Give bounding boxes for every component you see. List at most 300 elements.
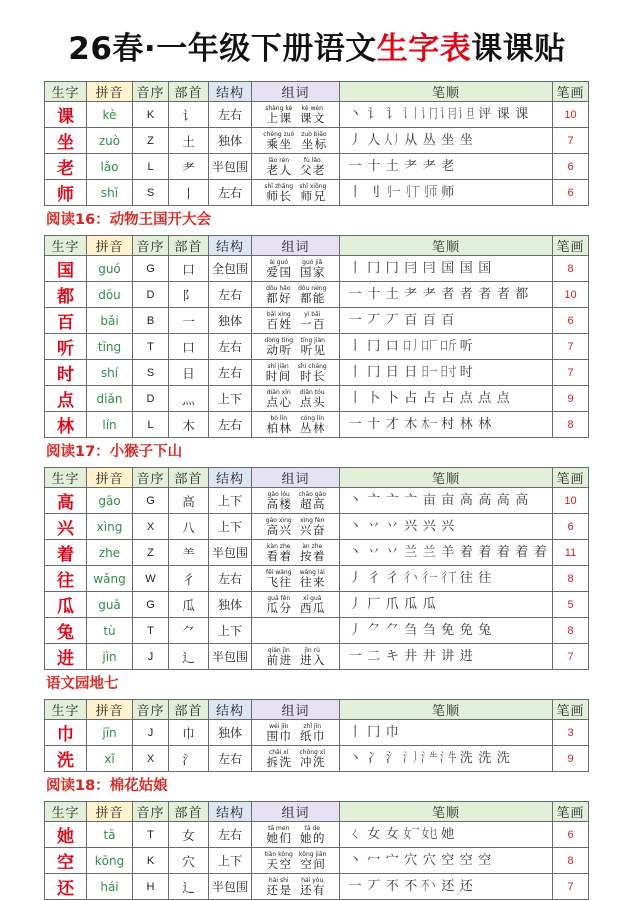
- character: 空: [45, 848, 87, 874]
- stroke-order-cell: [340, 618, 553, 644]
- character-table: [44, 801, 589, 900]
- stroke-step: 高: [478, 492, 492, 508]
- column-header: 拼音: [87, 802, 133, 822]
- word-group-cell: [252, 180, 340, 206]
- stroke-step: 人: [367, 132, 381, 148]
- word-text: 西瓜: [300, 600, 326, 615]
- stroke-step: 刍: [404, 622, 418, 638]
- pinyin: xǐ: [87, 746, 133, 772]
- word: [264, 337, 293, 357]
- word-list: [252, 517, 339, 537]
- stroke-step: 丿: [348, 132, 362, 148]
- section: [44, 81, 585, 206]
- table-body: [45, 822, 589, 900]
- word-text: 高楼: [266, 496, 293, 511]
- stroke-step: 一: [348, 158, 362, 174]
- stroke-step: 氵牛: [439, 750, 456, 766]
- header-row: [45, 700, 589, 720]
- stroke-step: 者: [478, 286, 492, 302]
- stroke-order-cell: [340, 540, 553, 566]
- column-header: 组词: [252, 236, 340, 256]
- word-text: 点头: [300, 394, 326, 409]
- stroke-step: 冂: [367, 260, 381, 276]
- stroke-step: 兴: [404, 518, 418, 534]
- stroke-sequence: [346, 133, 552, 149]
- stroke-step: 时: [459, 364, 473, 380]
- word-list: [252, 285, 339, 305]
- structure: 左右: [209, 566, 252, 592]
- stroke-step: 口厂: [421, 338, 438, 354]
- word: [265, 157, 293, 177]
- stroke-count: 5: [553, 592, 589, 618]
- word-text: 都好: [266, 290, 293, 305]
- stroke-step: 着: [496, 544, 510, 560]
- stroke-step: 丿: [348, 622, 362, 638]
- word-pinyin: kōng jiān: [298, 850, 327, 858]
- structure: 左右: [209, 412, 252, 438]
- character: 师: [45, 180, 87, 206]
- word: [299, 851, 327, 871]
- stroke-step: 丨: [348, 390, 362, 406]
- structure: 左右: [209, 180, 252, 206]
- word: [299, 647, 327, 667]
- stroke-sequence: [346, 853, 552, 869]
- word-text: 点心: [266, 394, 293, 409]
- word: [299, 723, 327, 743]
- stroke-step: 丨: [348, 724, 362, 740]
- stroke-step: 坐: [459, 132, 473, 148]
- word-list: [252, 491, 339, 511]
- word-pinyin: chāo gāo: [298, 490, 326, 498]
- stroke-count: 7: [553, 334, 589, 360]
- word-pinyin: diǎn tóu: [299, 388, 325, 396]
- pinyin: diǎn: [87, 386, 133, 412]
- pinyin: jīn: [87, 720, 133, 746]
- column-header: 生字: [45, 468, 87, 488]
- column-header: 音序: [133, 802, 169, 822]
- stroke-step: 氵: [385, 750, 399, 766]
- word: [265, 389, 293, 409]
- pinyin: jìn: [87, 644, 133, 670]
- table-body: [45, 720, 589, 772]
- stroke-step: 二: [367, 648, 381, 664]
- column-header: 拼音: [87, 236, 133, 256]
- word-list: [252, 851, 339, 871]
- stroke-step: 着: [478, 544, 492, 560]
- stroke-sequence: [346, 287, 552, 303]
- stroke-step: 高: [515, 492, 529, 508]
- word-text: 还有: [300, 882, 326, 897]
- word-text: 坐标: [301, 136, 328, 151]
- stroke-sequence: [346, 623, 552, 639]
- stroke-step: 日寸: [439, 364, 456, 380]
- stroke-order-cell: [340, 102, 553, 128]
- pinyin: guó: [87, 256, 133, 282]
- word: [299, 517, 327, 537]
- radical: 穴: [169, 848, 209, 874]
- stroke-order-cell: [340, 282, 553, 308]
- word-pinyin: hái shi: [268, 876, 289, 884]
- stroke-count: 10: [553, 102, 589, 128]
- header-row: [45, 82, 589, 102]
- word: [298, 363, 327, 383]
- column-header: 音序: [133, 468, 169, 488]
- radical: 瓜: [169, 592, 209, 618]
- word-text: 兴奋: [300, 522, 326, 537]
- radical: 丨: [169, 180, 209, 206]
- stroke-step: 空: [478, 852, 492, 868]
- word-pinyin: chōng xǐ: [299, 748, 325, 756]
- stroke-step: 瓜: [404, 596, 418, 612]
- stroke-step: 刂丅: [402, 184, 419, 200]
- pinyin: guā: [87, 592, 133, 618]
- stroke-step: 洗: [459, 750, 473, 766]
- stroke-order-cell: [340, 720, 553, 746]
- stroke-step: 洗: [478, 750, 492, 766]
- stroke-sequence: [346, 649, 552, 665]
- column-header: 笔画: [553, 802, 589, 822]
- pinyin: tā: [87, 822, 133, 848]
- stroke-order-cell: [340, 334, 553, 360]
- sound-index: T: [133, 618, 169, 644]
- word: [299, 415, 327, 435]
- section-heading: 阅读16：动物王国开大会: [46, 212, 212, 228]
- word-group-cell: [252, 386, 340, 412]
- stroke-sequence: [346, 545, 552, 561]
- stroke-order-cell: [340, 644, 553, 670]
- table-header: [45, 802, 589, 822]
- table-row: [45, 282, 589, 308]
- character: 瓜: [45, 592, 87, 618]
- stroke-step: 卜: [367, 390, 381, 406]
- word: [299, 389, 327, 409]
- sound-index: S: [133, 180, 169, 206]
- pinyin: zhe: [87, 540, 133, 566]
- word-pinyin: ài guó: [269, 258, 289, 266]
- stroke-count: 11: [553, 540, 589, 566]
- stroke-step: 占: [404, 390, 418, 406]
- stroke-count: 7: [553, 644, 589, 670]
- word: [299, 595, 327, 615]
- character: 她: [45, 822, 87, 848]
- column-header: 部首: [169, 700, 209, 720]
- radical: ⺷: [169, 540, 209, 566]
- word-group-cell: [252, 128, 340, 154]
- stroke-step: 往: [478, 570, 492, 586]
- word-pinyin: zhǐ jīn: [303, 722, 322, 730]
- pinyin: bǎi: [87, 308, 133, 334]
- word-pinyin: dòng tīng: [264, 336, 294, 344]
- stroke-step: 国: [441, 260, 455, 276]
- section: [44, 772, 585, 900]
- word-pinyin: zuò biāo: [301, 130, 327, 138]
- stroke-step: 高: [459, 492, 473, 508]
- sound-index: D: [133, 386, 169, 412]
- word: [265, 415, 293, 435]
- stroke-order-cell: [340, 256, 553, 282]
- table-header: [45, 700, 589, 720]
- word: [265, 285, 293, 305]
- stroke-step: 宀: [385, 852, 399, 868]
- stroke-step: 都: [515, 286, 529, 302]
- sound-index: G: [133, 488, 169, 514]
- pinyin: tīng: [87, 334, 133, 360]
- word: [265, 491, 293, 511]
- word-text: 上课: [266, 110, 293, 125]
- stroke-step: 刂帀: [421, 184, 438, 200]
- word-pinyin: kè wén: [301, 104, 323, 112]
- stroke-step: 耂: [404, 286, 418, 302]
- table-row: [45, 308, 589, 334]
- character: 洗: [45, 746, 87, 772]
- pinyin: dōu: [87, 282, 133, 308]
- stroke-sequence: [346, 827, 552, 843]
- stroke-step: 氵⺧: [421, 750, 438, 766]
- word-list: [252, 595, 339, 615]
- character: 着: [45, 540, 87, 566]
- sound-index: L: [133, 412, 169, 438]
- pinyin: kōng: [87, 848, 133, 874]
- stroke-sequence: [346, 751, 552, 767]
- stroke-step: 女: [385, 826, 399, 842]
- stroke-step: 丨: [348, 338, 362, 354]
- stroke-step: 兴: [422, 518, 436, 534]
- stroke-step: 兰: [404, 544, 418, 560]
- pinyin: hái: [87, 874, 133, 900]
- word-list: [252, 569, 339, 589]
- stroke-sequence: [346, 519, 552, 535]
- pinyin: wǎng: [87, 566, 133, 592]
- table-row: [45, 386, 589, 412]
- stroke-step: 讠冂: [421, 106, 438, 122]
- word: [263, 131, 294, 151]
- structure: 独体: [209, 308, 252, 334]
- column-header: 笔画: [553, 468, 589, 488]
- table-row: [45, 848, 589, 874]
- radical: 讠: [169, 102, 209, 128]
- column-header: 音序: [133, 700, 169, 720]
- table-row: [45, 592, 589, 618]
- word-group-cell: [252, 488, 340, 514]
- stroke-step: ㄑ: [348, 826, 362, 842]
- pinyin: lǎo: [87, 154, 133, 180]
- stroke-count: 6: [553, 308, 589, 334]
- word-text: 高兴: [266, 522, 293, 537]
- stroke-sequence: [346, 159, 552, 175]
- stroke-step: 免: [459, 622, 473, 638]
- word: [264, 363, 292, 383]
- stroke-order-cell: [340, 566, 553, 592]
- table-row: [45, 488, 589, 514]
- stroke-count: 7: [553, 360, 589, 386]
- stroke-sequence: [346, 107, 552, 123]
- word-list: [252, 389, 339, 409]
- word-text: 进入: [300, 652, 326, 667]
- stroke-step: 穴: [422, 852, 436, 868]
- stroke-count: 8: [553, 848, 589, 874]
- structure: 左右: [209, 822, 252, 848]
- stroke-count: 8: [553, 566, 589, 592]
- column-header: 组词: [252, 700, 340, 720]
- word-text: 师兄: [300, 188, 327, 203]
- column-header: 笔顺: [340, 82, 553, 102]
- stroke-count: 9: [553, 746, 589, 772]
- stroke-step: 巾: [385, 724, 399, 740]
- stroke-step: 彳: [385, 570, 399, 586]
- stroke-step: 丷: [385, 518, 399, 534]
- word-list: [252, 259, 339, 279]
- stroke-sequence: [346, 597, 552, 613]
- stroke-step: 林: [459, 416, 473, 432]
- column-header: 生字: [45, 236, 87, 256]
- column-header: 部首: [169, 468, 209, 488]
- column-header: 结构: [209, 700, 252, 720]
- stroke-step: 丆: [385, 312, 399, 328]
- sound-index: W: [133, 566, 169, 592]
- stroke-step: 冖: [367, 852, 381, 868]
- column-header: 音序: [133, 82, 169, 102]
- structure: 左右: [209, 746, 252, 772]
- structure: 半包围: [209, 154, 252, 180]
- stroke-step: 国: [459, 260, 473, 276]
- stroke-step: 丨: [348, 364, 362, 380]
- table-row: [45, 256, 589, 282]
- word-group-cell: [252, 412, 340, 438]
- stroke-step: 点: [478, 390, 492, 406]
- stroke-step: 不: [385, 878, 399, 894]
- stroke-step: ⺈: [367, 622, 381, 638]
- stroke-step: 讠: [367, 106, 381, 122]
- stroke-step: 一: [348, 648, 362, 664]
- sound-index: K: [133, 848, 169, 874]
- word-pinyin: chāi xǐ: [268, 748, 289, 756]
- sound-index: L: [133, 154, 169, 180]
- stroke-step: 丶: [348, 544, 362, 560]
- word-text: 国家: [300, 264, 326, 279]
- header-row: [45, 236, 589, 256]
- column-header: 组词: [252, 802, 340, 822]
- radical: 辶: [169, 644, 209, 670]
- stroke-step: 亩: [441, 492, 455, 508]
- word-pinyin: shī zhǎng: [264, 182, 294, 190]
- word-text: 她的: [300, 830, 326, 845]
- column-header: 笔画: [553, 236, 589, 256]
- word-pinyin: dōu néng: [298, 284, 327, 292]
- stroke-step: 老: [441, 158, 455, 174]
- stroke-order-cell: [340, 412, 553, 438]
- word-list: [252, 183, 339, 203]
- stroke-sequence: [346, 725, 552, 741]
- title-suffix: 课课贴: [471, 31, 566, 67]
- stroke-step: 师: [441, 184, 455, 200]
- stroke-count: 7: [553, 128, 589, 154]
- stroke-step: 丛: [422, 132, 436, 148]
- stroke-step: 才: [385, 416, 399, 432]
- stroke-step: 日: [404, 364, 418, 380]
- stroke-step: 洗: [496, 750, 510, 766]
- column-header: 拼音: [87, 700, 133, 720]
- stroke-step: 一: [348, 286, 362, 302]
- structure: 全包围: [209, 256, 252, 282]
- word: [299, 105, 327, 125]
- stroke-order-cell: [340, 154, 553, 180]
- stroke-step: 兴: [441, 518, 455, 534]
- column-header: 组词: [252, 82, 340, 102]
- stroke-step: 彳一: [421, 570, 438, 586]
- radical: 日: [169, 360, 209, 386]
- stroke-sequence: [346, 879, 552, 895]
- character-table: [44, 81, 589, 206]
- word-group-cell: [252, 102, 340, 128]
- stroke-step: 者: [496, 286, 510, 302]
- stroke-order-cell: [340, 746, 553, 772]
- stroke-step: 彳: [367, 570, 381, 586]
- stroke-step: 免: [441, 622, 455, 638]
- word: [299, 749, 327, 769]
- stroke-step: 一: [348, 312, 362, 328]
- word-pinyin: shàng kè: [265, 104, 293, 112]
- character: 老: [45, 154, 87, 180]
- table-row: [45, 360, 589, 386]
- column-header: 拼音: [87, 82, 133, 102]
- radical: 一: [169, 308, 209, 334]
- stroke-step: 林: [478, 416, 492, 432]
- sound-index: S: [133, 360, 169, 386]
- sound-index: H: [133, 874, 169, 900]
- word-pinyin: shí jiān: [267, 362, 289, 370]
- character: 还: [45, 874, 87, 900]
- stroke-count: 8: [553, 618, 589, 644]
- column-header: 部首: [169, 802, 209, 822]
- word-text: 还是: [266, 882, 293, 897]
- title-prefix: 26春·一年级下册语文: [68, 31, 377, 67]
- title-highlight: 生字表: [376, 31, 472, 67]
- stroke-step: 亠: [385, 492, 399, 508]
- word-group-cell: [252, 644, 340, 670]
- word-text: 父老: [300, 162, 326, 177]
- radical: 辶: [169, 874, 209, 900]
- stroke-step: 讲: [441, 648, 455, 664]
- stroke-order-cell: [340, 128, 553, 154]
- word-pinyin: chéng zuò: [263, 130, 295, 138]
- sound-index: K: [133, 102, 169, 128]
- stroke-sequence: [346, 493, 552, 509]
- table-row: [45, 644, 589, 670]
- character: 林: [45, 412, 87, 438]
- sound-index: J: [133, 644, 169, 670]
- word-list: [252, 105, 339, 125]
- header-row: [45, 802, 589, 822]
- word: [299, 569, 327, 589]
- stroke-step: 十: [367, 416, 381, 432]
- stroke-order-cell: [340, 180, 553, 206]
- word-list: [252, 415, 339, 435]
- character: 进: [45, 644, 87, 670]
- stroke-step: 进: [459, 648, 473, 664]
- sound-index: J: [133, 720, 169, 746]
- structure: 半包围: [209, 644, 252, 670]
- word-pinyin: àn zhe: [302, 542, 323, 550]
- stroke-count: 8: [553, 256, 589, 282]
- sound-index: G: [133, 256, 169, 282]
- header-row: [45, 468, 589, 488]
- section: [44, 670, 585, 772]
- table-header: [45, 236, 589, 256]
- stroke-step: 评: [478, 106, 492, 122]
- stroke-sequence: [346, 391, 552, 407]
- word-group-cell: [252, 746, 340, 772]
- stroke-step: 口斤: [439, 338, 456, 354]
